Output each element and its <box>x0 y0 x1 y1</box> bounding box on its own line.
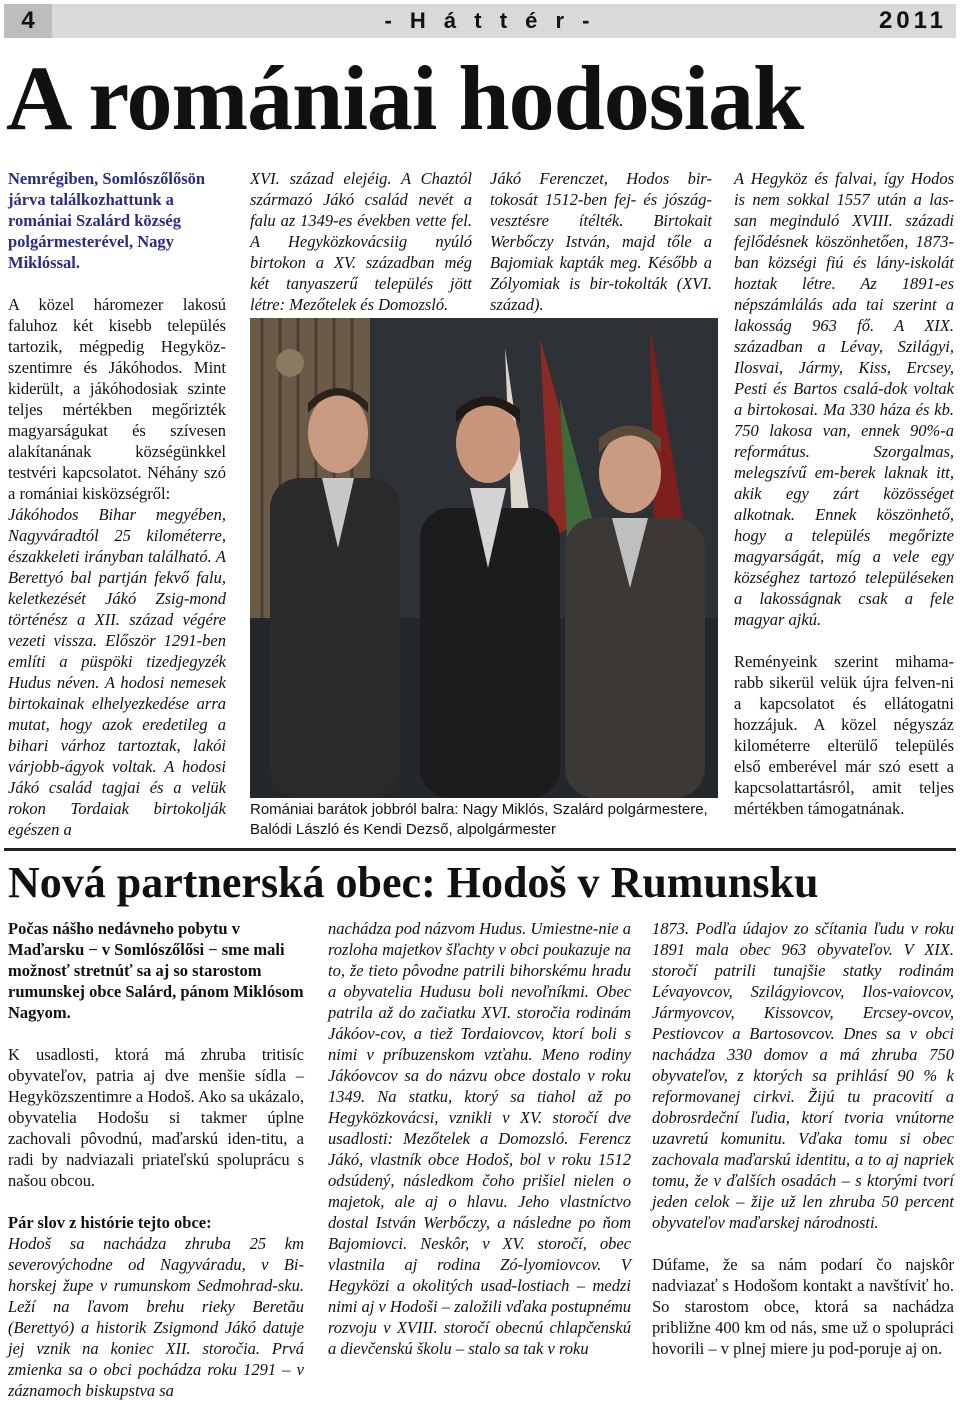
section-title: - H á t t é r - <box>384 8 596 33</box>
section-divider <box>4 848 956 851</box>
hu-history-text-1: Jákóhodos Bihar megyében, Nagyváradtól 25 kilométerre, északkeleti irányban található. A Berettyó bal partján fekvő falu, keletkezését Jákó Zsig-mond történész a XII. század végére vezeti vissza. Először 1291-ben említi a püspöki tizedjegyzék Hudus néven. A hodosi nemesek birtokainak elhelyezkedése arra mutat, hogy azok eredetileg a bihari várhoz tartoztak, lakói várjobb-ágyok voltak. A hodosi Jákó család tagjai és a velük rokon Tordaiak birtokolják egészen a <box>8 505 226 839</box>
sk-history-text-3: 1873. Podľa údajov zo sčítania ľudu v roku 1891 mala obec 963 obyvateľov. V XIX. storočí patrili tunajšie statky rodinám Lévayovcov, Szilágyiovcov, Ilos-vaiovcov, Jármyovcov, Kissovcov, Ercsey-ovcov, Pestiovcov a Bartosovcov. Dnes sa v obci nachádza 330 domov a má zhruba 750 obyvateľov, z ktorých sa prihlásí 90 % k reformovanej cirkvi. Žijú tu pracovití a dobrosrdeční ľudia, ktorí tvoria vnútorne uzavretú komunitu. Vďaka tomu si obec zachovala maďarskú identitu, a to aj napriek tomu, že v ďalších osadách – s ktorými tvorí jeden celok – žije už len zhruba 50 percent obyvateľov maďarskej národnosti. <box>652 919 954 1232</box>
sk-history-text-1: Hodoš sa nachádza zhruba 25 km severovýchodne od Nagyváradu, v Bi-horskej župe v rumunskom Sedmohrad-sku. Leží na ľavom brehu rieky Beretău (Berettyó) a historik Zsigmond Jákó datuje jej vznik na koniec XII. storočia. Prvá zmienka sa o obci pochádza roku 1291 – v záznamoch biskupstva sa <box>8 1234 304 1400</box>
hu-intro-paragraph: A közel háromezer lakosú faluhoz két kisebb település tartozik, mégpedig Hegyköz-szentimre és Jákóhodos. Mint kiderült, a jákóhodosiak szinte teljes mértékben megőrizték magyarságukat és szívesen alakítanának községünkkel testvéri kapcsolatot. Néhány szó a romániai kisközségről: <box>8 295 226 503</box>
sk-history-text-2: nachádza pod názvom Hudus. Umiestne-nie a rozloha majetkov šľachty v obci poukazuje na to, že tieto pôvodne patrili bihorskému hradu a obyvatelia Hudusu boli nevoľníkmi. Obec patrila až do začiatku XVI. storočia rodinám Jákóov-cov, a tiež Tordaiovcov, ktorí boli s nimi v príbuzenskom vzťahu. Meno rodiny Jákóovcov sa do názvu obce dostalo v roku 1349. Na statku, ktorý sa tiahol až po Hegyközkovácsi, vznikli v XV. storočí dve usadlosti: Mezőtelek a Domozsló. Ferencz Jákó, vlastník obce Hodoš, bol v roku 1512 odsúdený, následkom čoho prišiel nielen o majetok, ale aj o hlavu. Jeho vlastníctvo dostal István Werbőczy, a následne po ňom Bajomiovci. Neskôr, v XV. storočí, obec vlastnila aj rodina Zó-lyomiovcov. V Hegyközi a okolitých usad-lostiach – medzi nimi aj v Hodoši – založili vďaka postupnému rozvoju v XVIII. storočí obecnú chlapčenskú a dievčenskú školu – stalo sa tak v roku <box>328 919 631 1358</box>
hu-closing-paragraph: Reményeink szerint mihama-rabb sikerül velük újra felven-ni a kapcsolatot és ellátogatni hozzájuk. A közel négyszáz kilométerre elterülő település első emberével már szó esett a kapcsolattartásról, amit teljes mértékben támogatnának. <box>734 652 954 818</box>
sk-subheading: Pár slov z histórie tejto obce: <box>8 1213 212 1232</box>
hu-headline: A romániai hodosiak <box>6 47 804 149</box>
hu-column-3 <box>490 168 712 336</box>
issue-year: 2011 <box>878 7 948 34</box>
page-number: 4 <box>4 4 52 38</box>
sk-lead: Počas nášho nedávneho pobytu v Maďarsku − v Somlószőlősi − sme mali možnosť stretnúť sa aj so starostom rumunskej obce Salárd, pánom Miklósom Nagyom. <box>8 919 304 1022</box>
hu-column-1 <box>8 168 226 861</box>
hu-column-4 <box>734 168 954 840</box>
hu-history-text-2: XVI. század elejéig. A Chaztól származó Jákó család nevét a falu az 1349-es években vette fel. A Hegyközkovácsiig nyúló birtokon a XV. században még két tanyaszerű település jött létre: Mezőtelek és Domozsló. <box>250 169 472 314</box>
hu-column-2 <box>250 168 472 336</box>
sk-headline: Nová partnerská obec: Hodoš v Rumunsku <box>8 858 819 907</box>
sk-intro-paragraph: K usadlosti, ktorá má zhruba tritisíc obyvateľov, patria aj dve menšie sídla – Hegyközszentimre a Hodoš. Ako sa ukázalo, obyvatelia Hodošu si takmer úplne zachovali pôvodnú, maďarskú iden-titu, a radi by nadviazali priateľskú spoluprácu s našou obcou. <box>8 1045 304 1190</box>
hu-history-text-4: A Hegyköz és falvai, így Hodos is nem sokkal 1557 után a las-san meginduló XVIII. századi fejlődésnek köszönhetően, 1873-ban községi fiú és lány-iskolát hoztak létre. Az 1891-es népszámlálás ada tai szerint a lakosság 963 fő. A XIX. században a Lévay, Szilágyi, Ilosvai, Jármy, Kiss, Ercsey, Pesti és Bartos csalá-dok voltak a birtokosai. Ma 330 háza és kb. 750 lakosa van, ennek 90%-a református. Szorgalmas, melegszívű em-berek laknak itt, akik egy zárt közösséget alkotnak. Ennek köszönhető, hogy a település megőrizte magyarságát, míg a vele egy községhez tartozó településeken a lakosságnak csak a fele magyar ajkú. <box>734 169 954 629</box>
sk-column-2 <box>328 918 631 1380</box>
hu-lead: Nemrégiben, Somlószőlősön járva találkozhattunk a romániai Szalárd község polgármesterével, Nagy Miklóssal. <box>8 169 206 272</box>
group-photo <box>250 318 718 798</box>
hu-history-text-3: Jákó Ferenczet, Hodos bir-tokosát 1512-ben fej- és jószág-vesztésre ítélték. Birtokait Werbőczy István, majd tőle a Bajomiak kapták meg. Később a Zólyomiak is bir-tokolták (XVI. század). <box>490 169 712 314</box>
photo-caption: Romániai barátok jobbról balra: Nagy Miklós, Szalárd polgármestere, Balódi László és Kendi Dezső, alpolgármester <box>250 801 708 838</box>
sk-column-1 <box>8 918 304 1422</box>
group-photo-illustration <box>250 318 718 798</box>
sk-closing-paragraph: Dúfame, že sa nám podarí čo najskôr nadviazať s Hodošom kontakt a navštíviť ho. So starostom obce, ktorá sa nachádza približne 400 km od nás, sme už o spolupráci hovorili – v plnej miere ju pod-poruje aj on. <box>652 1255 954 1358</box>
sk-column-3 <box>652 918 954 1380</box>
